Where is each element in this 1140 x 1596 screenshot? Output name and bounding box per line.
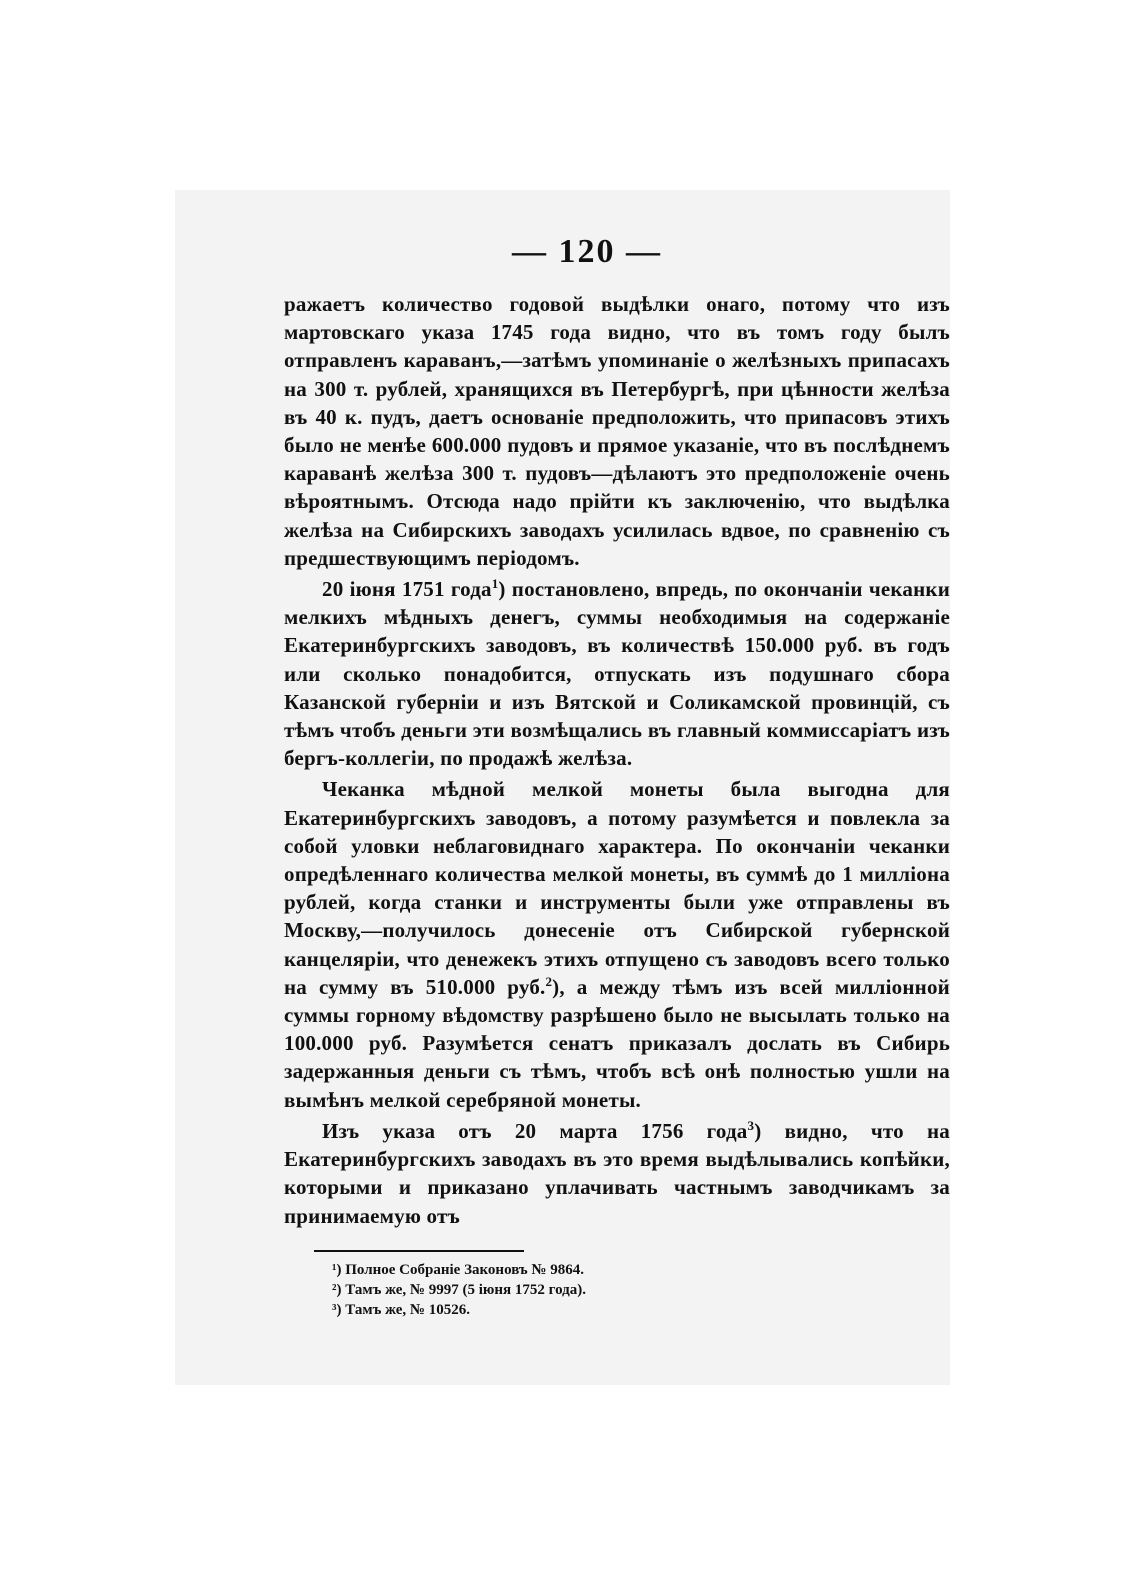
paragraph-4-rest: ) видно, что на Екатеринбургскихъ заводахъ въ это время выдѣлывались копѣйки, которыми и приказано уплачивать частнымъ заводчикамъ за принимаемую отъ [284, 1118, 950, 1228]
footnote-2: ²) Тамъ же, № 9997 (5 іюня 1752 года). [332, 1281, 586, 1298]
footnote-ref-3: 3 [747, 1117, 755, 1133]
page-body [284, 232, 950, 1320]
paragraph-2-start: 20 іюня 1751 года [322, 577, 492, 602]
paragraph-3 [284, 775, 950, 1113]
footnote-ref-1: 1 [491, 576, 499, 592]
paragraph-3-rest: ), а между тѣмъ изъ всей милліонной суммы горному вѣдомству разрѣшено было не высылать только на 100.000 руб. Разумѣется сенатъ приказалъ дослать въ Сибирь задержанныя деньги съ тѣмъ, чтобъ всѣ онѣ полностью ушли на вымѣнъ мелкой серебряной монеты. [284, 974, 950, 1112]
paragraph-4-start: Изъ указа отъ 20 марта 1756 года [322, 1118, 748, 1143]
footnote-divider [314, 1250, 524, 1252]
paragraph-3-start: Чеканка мѣдной мелкой монеты была выгодна для Екатеринбургскихъ заводовъ, а потому разумѣется и повлекла за собой уловки неблаговиднаго характера. По окончаніи чеканки опредѣленнаго количества мелкой монеты, въ суммѣ до 1 милліона рублей, когда станки и инструменты были уже отправлены въ Москву,—получилось донесеніе отъ Сибирской губернской канцеляріи, что денежекъ этихъ отпущено съ заводовъ всего только на сумму въ 510.000 руб. [284, 777, 950, 999]
footnote-ref-2: 2 [545, 973, 553, 989]
paragraph-2-rest: ) постановлено, впредь, по окончаніи чеканки мелкихъ мѣдныхъ денегъ, суммы необходимыя на содержаніе Екатеринбургскихъ заводовъ, въ количествѣ 150.000 руб. въ годъ или сколько понадобится, отпускать изъ подушнаго сбора Казанской губерніи и изъ Вятской и Соликамской провинцій, съ тѣмъ чтобъ деньги эти возмѣщались въ главный коммиссаріатъ изъ бергъ-коллегіи, по продажѣ желѣза. [284, 577, 950, 771]
footnote-3: ³) Тамъ же, № 10526. [332, 1301, 470, 1318]
footnotes [332, 1260, 950, 1320]
footnote-1: ¹) Полное Собраніе Законовъ № 9864. [332, 1261, 584, 1278]
paragraph-1: ражаетъ количество годовой выдѣлки онаго, потому что изъ мартовскаго указа 1745 года видно, что въ томъ году былъ отправленъ караванъ,—затѣмъ упоминаніе о желѣзныхъ припасахъ на 300 т. рублей, хранящихся въ Петербургѣ, при цѣнности желѣза въ 40 к. пудъ, даетъ основаніе предположить, что припасовъ этихъ было не менѣе 600.000 пудовъ и прямое указаніе, что въ послѣднемъ караванѣ желѣза 300 т. пудовъ—дѣлаютъ это предположеніе очень вѣроятнымъ. Отсюда надо прійти къ заключенію, что выдѣлка желѣза на Сибирскихъ заводахъ усилилась вдвое, по сравненію съ предшествующимъ періодомъ. [284, 292, 950, 570]
paragraph-4 [284, 1117, 950, 1230]
page-number: — 120 — [512, 233, 662, 270]
paragraph-2 [284, 575, 950, 772]
